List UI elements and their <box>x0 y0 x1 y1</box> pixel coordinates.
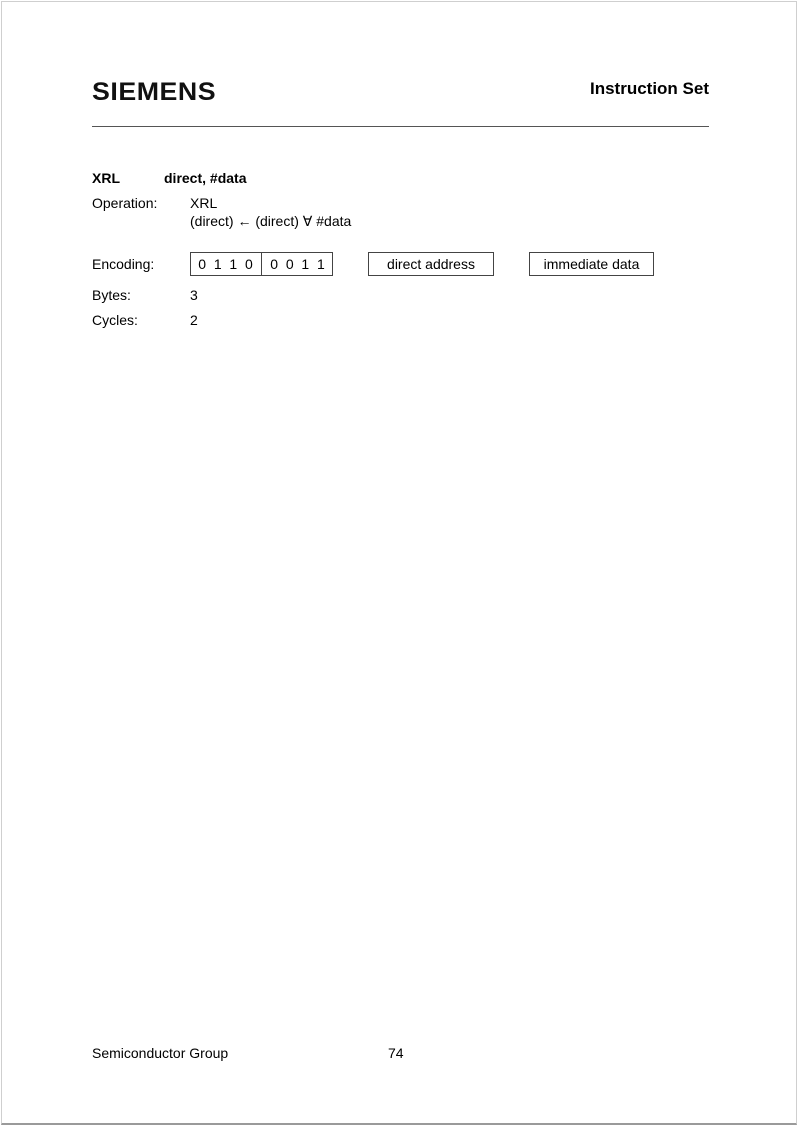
opcode-low-nibble: 0 0 1 1 <box>270 256 325 272</box>
section-title: Instruction Set <box>589 79 709 98</box>
operation-label: Operation: <box>92 195 158 211</box>
cycles-value: 2 <box>190 312 198 328</box>
encoding-label: Encoding: <box>92 256 155 272</box>
bytes-value: 3 <box>190 287 198 303</box>
header-divider <box>92 126 709 127</box>
siemens-logo: SIEMENS <box>92 78 217 106</box>
cycles-label: Cycles: <box>92 312 138 328</box>
direct-address-box: direct address <box>368 252 494 276</box>
opcode-high-nibble: 0 1 1 0 <box>198 256 253 272</box>
immediate-data-box: immediate data <box>529 252 654 276</box>
bytes-label: Bytes: <box>92 287 131 303</box>
instruction-mnemonic: XRL <box>92 170 120 186</box>
operation-name: XRL <box>190 195 218 211</box>
footer-company: Semiconductor Group <box>92 1045 229 1061</box>
operation-expression: (direct) ← (direct) ∀ #data <box>190 213 352 229</box>
page-frame <box>1 1 797 1125</box>
page-number: 74 <box>388 1045 404 1061</box>
instruction-operands: direct, #data <box>164 170 247 186</box>
